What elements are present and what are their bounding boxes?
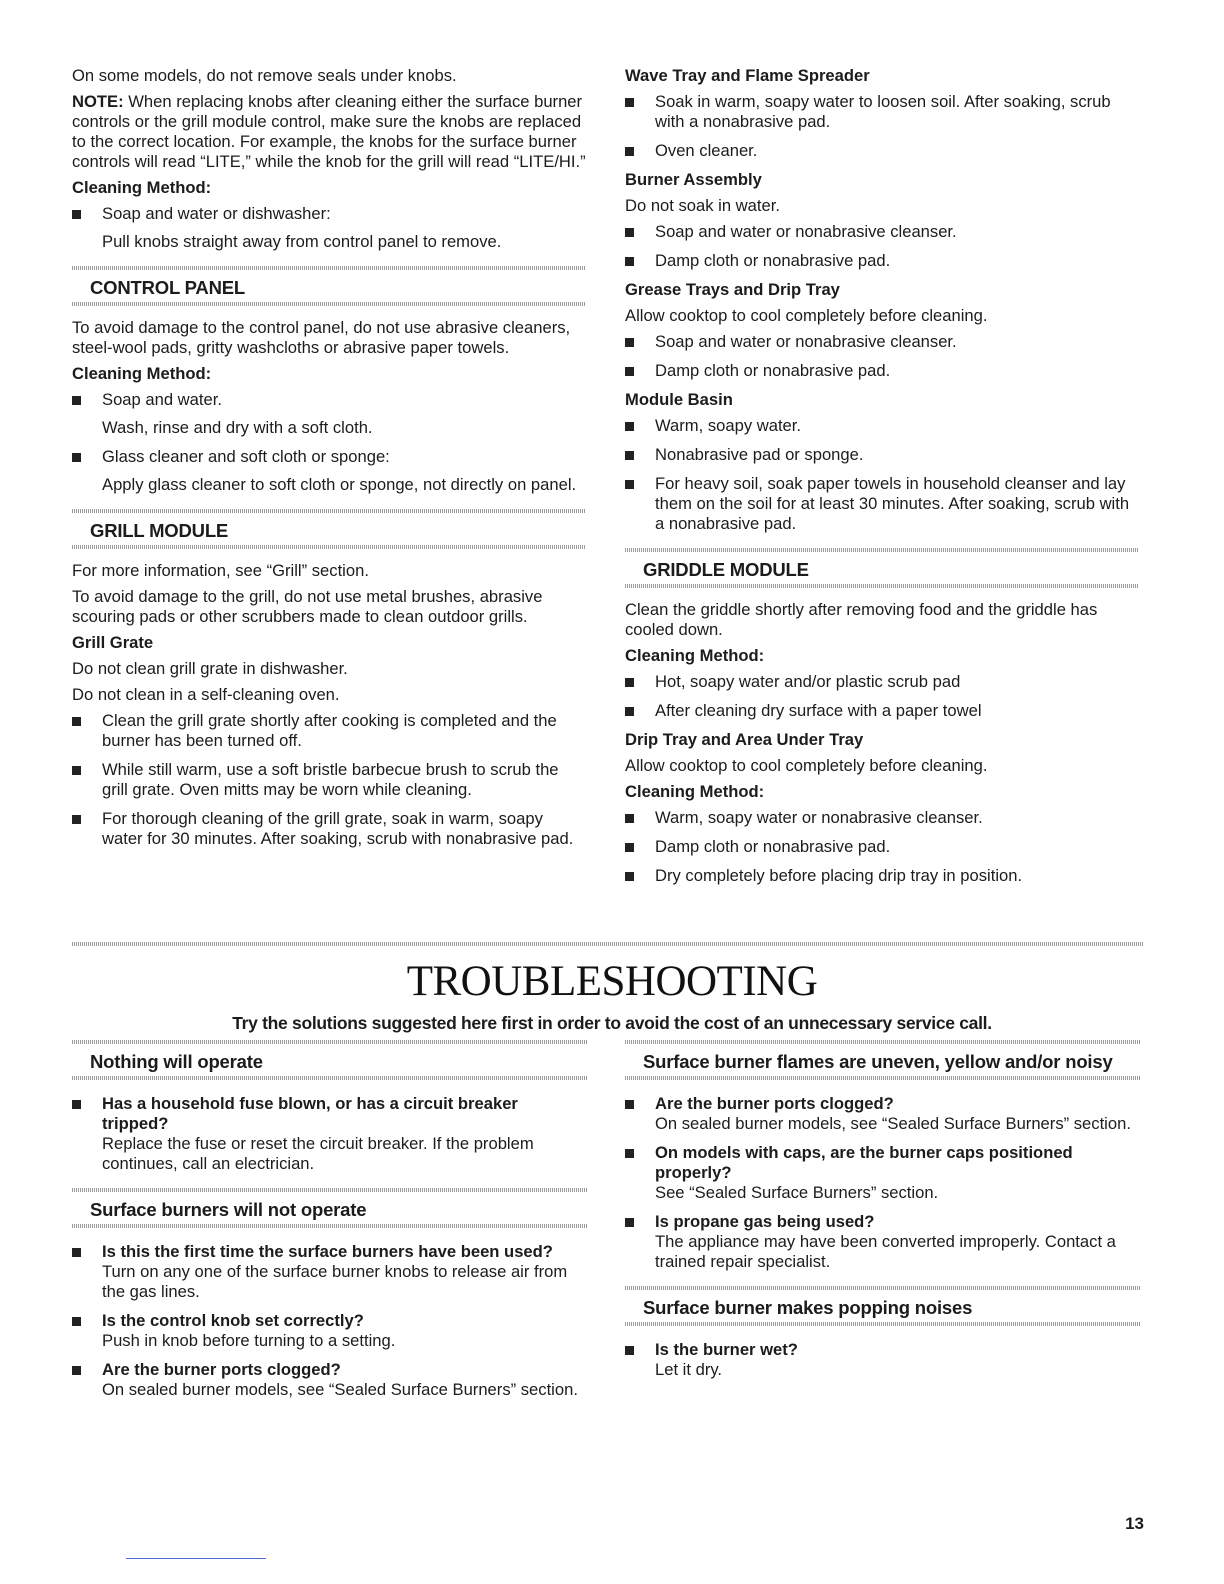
- note-label: NOTE:: [72, 92, 124, 111]
- list-item: Warm, soapy water or nonabrasive cleanser.: [625, 808, 1139, 828]
- burners-not-operate-list: [72, 1242, 588, 1400]
- griddle-method-label: Cleaning Method:: [625, 646, 765, 665]
- troubleshooting-subtitle: Try the solutions suggested here first in order to avoid the cost of an unnecessary service call.: [232, 1013, 992, 1033]
- indent-text: Apply glass cleaner to soft cloth or sponge, not directly on panel.: [102, 475, 577, 494]
- grill-info: For more information, see “Grill” section.: [72, 561, 369, 580]
- troubleshooting-left-column: [72, 1040, 588, 1409]
- list-item: Oven cleaner.: [625, 141, 1139, 161]
- drip-tray-text: Allow cooktop to cool completely before cleaning.: [625, 756, 988, 775]
- burners-not-operate-heading: [72, 1188, 588, 1228]
- knobs-note: [72, 92, 586, 172]
- hatch-divider: [72, 302, 586, 306]
- list-item: [625, 1212, 1141, 1272]
- grease-trays-list: [625, 332, 1139, 381]
- question: Are the burner ports clogged?: [102, 1360, 341, 1379]
- question: On models with caps, are the burner caps positioned properly?: [655, 1143, 1073, 1182]
- hatch-divider: [625, 1322, 1141, 1326]
- question: Are the burner ports clogged?: [655, 1094, 894, 1113]
- answer: Let it dry.: [655, 1360, 723, 1379]
- griddle-intro: Clean the griddle shortly after removing food and the griddle has cooled down.: [625, 600, 1098, 639]
- list-item: Soap and water.: [72, 390, 586, 410]
- control-panel-list-2: [72, 447, 586, 467]
- list-item: For thorough cleaning of the grill grate, soak in warm, soapy water for 30 minutes. After soaking, scrub with nonabrasive pad.: [72, 809, 586, 849]
- question: Is the burner wet?: [655, 1340, 798, 1359]
- list-item: [72, 1360, 588, 1400]
- full-width-hatch-divider: [72, 942, 1143, 946]
- grill-grate-text: Do not clean grill grate in dishwasher.: [72, 659, 348, 678]
- knobs-indent-text: Pull knobs straight away from control panel to remove.: [102, 232, 502, 251]
- module-basin-label: Module Basin: [625, 390, 733, 409]
- griddle-module-heading: [625, 548, 1139, 588]
- grill-module-heading: [72, 509, 586, 549]
- hatch-divider: [72, 1224, 588, 1228]
- list-item: [72, 1311, 588, 1351]
- list-item: Damp cloth or nonabrasive pad.: [625, 251, 1139, 271]
- knobs-method-label: Cleaning Method:: [72, 178, 212, 197]
- hatch-divider: [625, 1076, 1141, 1080]
- list-item: Dry completely before placing drip tray in position.: [625, 866, 1139, 886]
- list-item: While still warm, use a soft bristle barbecue brush to scrub the grill grate. Oven mitts may be worn while cleaning.: [72, 760, 586, 800]
- answer: See “Sealed Surface Burners” section.: [655, 1183, 939, 1202]
- question: Is propane gas being used?: [655, 1212, 875, 1231]
- burner-assembly-list: [625, 222, 1139, 271]
- indent-text: Wash, rinse and dry with a soft cloth.: [102, 418, 373, 437]
- grease-trays-text: Allow cooktop to cool completely before cleaning.: [625, 306, 988, 325]
- grill-grate-label: Grill Grate: [72, 633, 154, 652]
- page-number: 13: [1125, 1514, 1144, 1533]
- section-title: Surface burner flames are uneven, yellow and/or noisy: [643, 1051, 1113, 1072]
- seals-note: On some models, do not remove seals under knobs.: [72, 66, 457, 85]
- hatch-divider: [625, 584, 1139, 588]
- section-title: GRILL MODULE: [90, 520, 229, 541]
- list-item: [625, 1094, 1141, 1134]
- drip-tray-list: [625, 808, 1139, 886]
- flames-uneven-list: [625, 1094, 1141, 1272]
- nothing-operates-heading: [72, 1040, 588, 1080]
- answer: On sealed burner models, see “Sealed Surface Burners” section.: [655, 1114, 1131, 1133]
- list-item: Glass cleaner and soft cloth or sponge:: [72, 447, 586, 467]
- list-item: Hot, soapy water and/or plastic scrub pad: [625, 672, 1139, 692]
- burner-assembly-label: Burner Assembly: [625, 170, 762, 189]
- grill-warning: To avoid damage to the grill, do not use metal brushes, abrasive scouring pads or other scrubbers made to clean outdoor grills.: [72, 587, 543, 626]
- list-item: Warm, soapy water.: [625, 416, 1139, 436]
- list-item: Clean the grill grate shortly after cooking is completed and the burner has been turned off.: [72, 711, 586, 751]
- control-panel-method-label: Cleaning Method:: [72, 364, 212, 383]
- drip-tray-method-label: Cleaning Method:: [625, 782, 765, 801]
- list-item: Soak in warm, soapy water to loosen soil. After soaking, scrub with a nonabrasive pad.: [625, 92, 1139, 132]
- list-item: Soap and water or nonabrasive cleanser.: [625, 222, 1139, 242]
- list-item: Damp cloth or nonabrasive pad.: [625, 837, 1139, 857]
- section-title: Nothing will operate: [90, 1051, 263, 1072]
- module-basin-list: [625, 416, 1139, 534]
- answer: The appliance may have been converted improperly. Contact a trained repair specialist.: [655, 1232, 1116, 1271]
- grill-grate-list: [72, 711, 586, 849]
- control-panel-heading: [72, 266, 586, 306]
- wave-tray-label: Wave Tray and Flame Spreader: [625, 66, 870, 85]
- section-title: Surface burners will not operate: [90, 1199, 367, 1220]
- hatch-divider: [72, 1076, 588, 1080]
- left-column: [72, 66, 586, 858]
- list-item: Damp cloth or nonabrasive pad.: [625, 361, 1139, 381]
- answer: Replace the fuse or reset the circuit breaker. If the problem continues, call an electrician.: [102, 1134, 534, 1173]
- answer: On sealed burner models, see “Sealed Surface Burners” section.: [102, 1380, 578, 1399]
- section-title: GRIDDLE MODULE: [643, 559, 809, 580]
- grease-trays-label: Grease Trays and Drip Tray: [625, 280, 840, 299]
- flames-uneven-heading: [625, 1040, 1141, 1080]
- griddle-method-list: [625, 672, 1139, 721]
- list-item: After cleaning dry surface with a paper towel: [625, 701, 1139, 721]
- nothing-operates-list: [72, 1094, 588, 1174]
- question: Has a household fuse blown, or has a circuit breaker tripped?: [102, 1094, 518, 1133]
- burner-assembly-text: Do not soak in water.: [625, 196, 780, 215]
- wave-tray-list: [625, 92, 1139, 161]
- footer-rule: [126, 1558, 266, 1559]
- drip-tray-label: Drip Tray and Area Under Tray: [625, 730, 864, 749]
- answer: Turn on any one of the surface burner knobs to release air from the gas lines.: [102, 1262, 568, 1301]
- right-column: [625, 66, 1139, 895]
- grill-grate-text: Do not clean in a self-cleaning oven.: [72, 685, 340, 704]
- list-item: [625, 1340, 1141, 1380]
- question: Is the control knob set correctly?: [102, 1311, 364, 1330]
- list-item: [625, 1143, 1141, 1203]
- hatch-divider: [72, 545, 586, 549]
- popping-noises-list: [625, 1340, 1141, 1380]
- popping-noises-heading: [625, 1286, 1141, 1326]
- list-item: Soap and water or dishwasher:: [72, 204, 586, 224]
- control-panel-intro: To avoid damage to the control panel, do not use abrasive cleaners, steel-wool pads, gritty washcloths or abrasive paper towels.: [72, 318, 571, 357]
- section-title: Surface burner makes popping noises: [643, 1297, 973, 1318]
- question: Is this the first time the surface burners have been used?: [102, 1242, 553, 1261]
- troubleshooting-title: TROUBLESHOOTING: [406, 958, 818, 1005]
- list-item: [72, 1094, 588, 1174]
- list-item: For heavy soil, soak paper towels in household cleanser and lay them on the soil for at least 30 minutes. After soaking, scrub with a nonabrasive pad.: [625, 474, 1139, 534]
- note-text: When replacing knobs after cleaning either the surface burner controls or the grill module control, make sure the knobs are replaced to the correct location. For example, the knobs for the surface burner controls will read “LITE,” while the knob for the grill will read “LITE/HI.”: [72, 92, 586, 171]
- control-panel-list: [72, 390, 586, 410]
- list-item: Nonabrasive pad or sponge.: [625, 445, 1139, 465]
- section-title: CONTROL PANEL: [90, 277, 245, 298]
- list-item: Soap and water or nonabrasive cleanser.: [625, 332, 1139, 352]
- answer: Push in knob before turning to a setting.: [102, 1331, 396, 1350]
- knobs-method-list: [72, 204, 586, 224]
- list-item: [72, 1242, 588, 1302]
- troubleshooting-right-column: [625, 1040, 1141, 1389]
